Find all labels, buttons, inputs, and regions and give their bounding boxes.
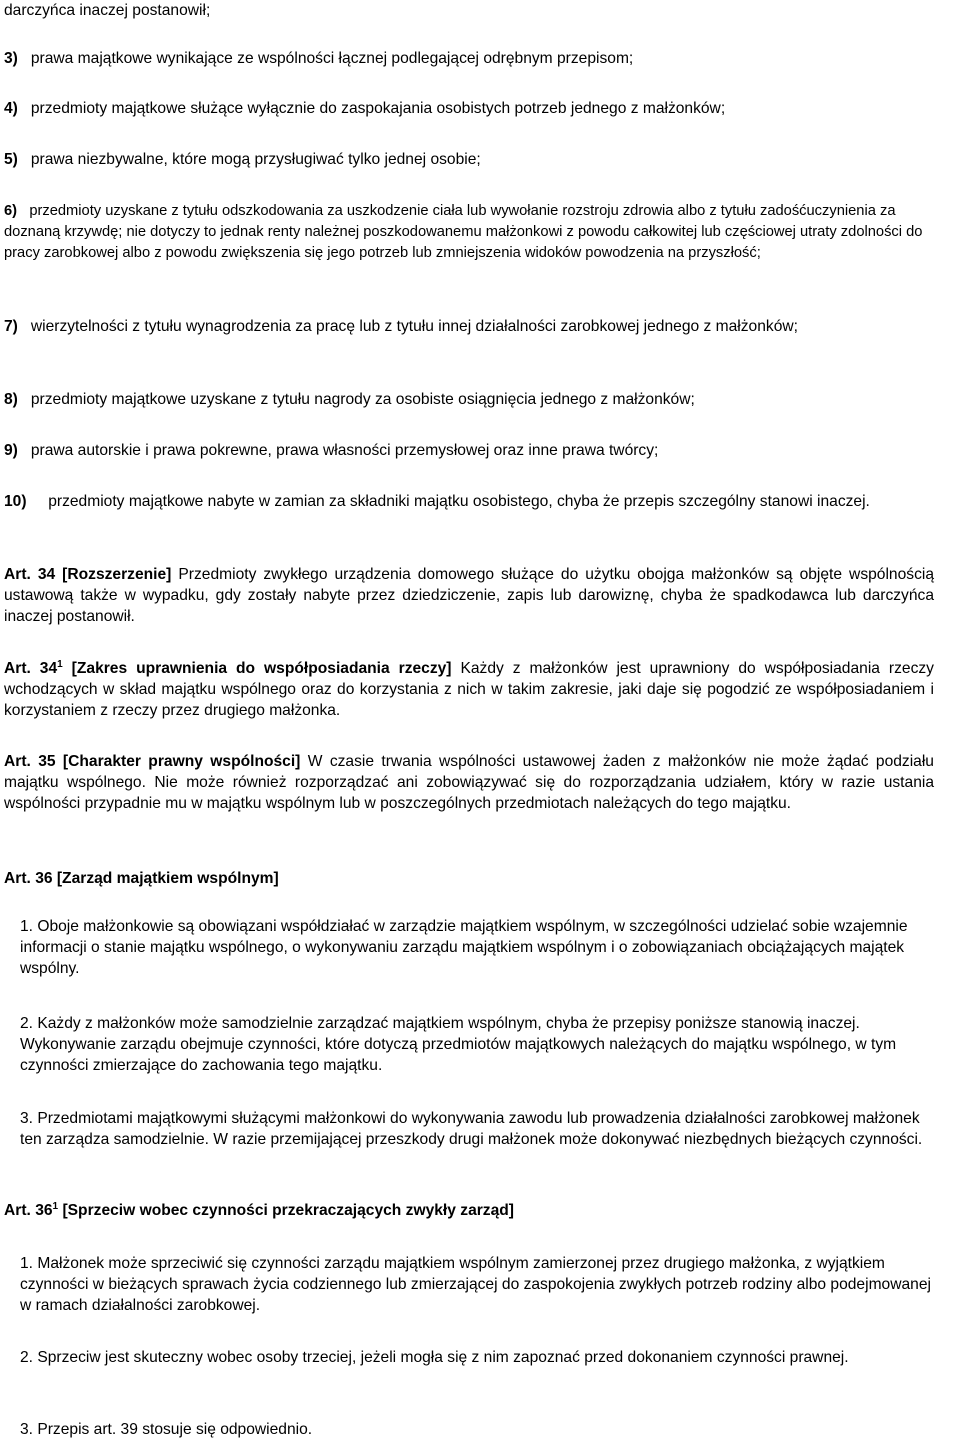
article-36-heading — [4, 868, 934, 889]
item-number: 10) — [4, 493, 27, 510]
item-number: 8) — [4, 391, 18, 408]
article-heading-title: [Zakres uprawnienia do współposiadania rzeczy] — [71, 660, 452, 677]
paragraph-text: 3. Przepis art. 39 stosuje się odpowiednio. — [20, 1421, 313, 1438]
paragraph-text: 2. Sprzeciw jest skuteczny wobec osoby trzeciej, jeżeli mogła się z nim zapoznać przed dokonaniem czynności prawnej. — [20, 1349, 849, 1366]
article-36-1-para-2 — [4, 1347, 934, 1368]
article-heading: Art. 36 — [4, 1202, 53, 1219]
item-text: prawa autorskie i prawa pokrewne, prawa własności przemysłowej oraz inne prawa twórcy; — [30, 442, 659, 459]
article-34 — [4, 564, 934, 627]
item-number: 4) — [4, 100, 18, 117]
article-34-1 — [4, 658, 934, 721]
paragraph-text: 3. Przedmiotami majątkowymi służącymi małżonkowi do wykonywania zawodu lub prowadzenia działalności zarobkowej małżonek ten zarządza samodzielnie. W razie przemijającej przeszkody drugi małżonek może dokonywać niezbędnych bieżących czynności. — [20, 1110, 923, 1148]
list-item-4 — [4, 98, 934, 119]
paragraph-text: 1. Oboje małżonkowie są obowiązani współdziałać w zarządzie majątkiem wspólnym, w szczególności udzielać sobie wzajemnie informacji o stanie majątku wspólnego, o wykonywaniu zarządu majątkiem wspólnym i o zobowiązaniach obciążających majątek wspólny. — [20, 918, 908, 977]
article-36-1-heading — [4, 1200, 934, 1221]
item-number: 5) — [4, 151, 18, 168]
item-number: 9) — [4, 442, 18, 459]
article-35 — [4, 751, 934, 814]
paragraph-text: 1. Małżonek może sprzeciwić się czynności zarządu majątkiem wspólnym zamierzonej przez drugiego małżonka, z wyjątkiem czynności w bieżących sprawach życia codziennego lub zmierzającej do zaspokojenia zwykłych potrzeb rodziny albo podejmowanej w ramach działalności zarobkowej. — [20, 1255, 931, 1314]
item-number: 6) — [4, 203, 18, 219]
list-item-3 — [4, 48, 934, 69]
continuation-line — [4, 0, 934, 21]
item-text: przedmioty majątkowe służące wyłącznie do zaspokajania osobistych potrzeb jednego z małżonków; — [30, 100, 726, 117]
article-superscript: 1 — [52, 1201, 59, 1212]
paragraph-text: 2. Każdy z małżonków może samodzielnie zarządzać majątkiem wspólnym, chyba że przepisy poniższe stanowią inaczej. Wykonywanie zarządu obejmuje czynności, które dotyczą przedmiotów majątkowych należących do majątku wspólnego, w tym czynności zmierzające do zachowania tego majątku. — [20, 1015, 897, 1074]
item-text: wierzytelności z tytułu wynagrodzenia za pracę lub z tytułu innej działalności zarobkowej jednego z małżonków; — [30, 318, 798, 335]
list-item-9 — [4, 440, 934, 461]
article-superscript: 1 — [57, 659, 63, 670]
list-item-10 — [4, 491, 934, 512]
item-text: przedmioty uzyskane z tytułu odszkodowania za uszkodzenie ciała lub wywołanie rozstroju zdrowia albo z tytułu zadośćuczynienia za doznaną krzywdę; nie dotyczy to jednak renty należnej poszkodowanemu małżonkowi z powodu całkowitej lub częściowej utraty zdolności do pracy zarobkowej albo z powodu zwiększenia się jego potrzeb lub zmniejszenia widoków powodzenia na przyszłość; — [4, 203, 923, 261]
article-text: Przedmioty zwykłego urządzenia domowego służące do użytku obojga małżonków są objęte wspólnością ustawową także w wypadku, gdy zostały nabyte przez dziedziczenie, zapis lub darowiznę, chyba że spadkodawca lub darczyńca inaczej postanowił. — [4, 566, 934, 625]
item-text: prawa majątkowe wynikające ze wspólności łącznej podlegającej odrębnym przepisom; — [30, 50, 634, 67]
article-heading: Art. 36 [Zarząd majątkiem wspólnym] — [4, 870, 279, 887]
continuation-text: darczyńca inaczej postanowił; — [4, 2, 211, 19]
article-36-1-para-1 — [4, 1253, 934, 1316]
article-36-para-2 — [4, 1013, 934, 1076]
article-36-para-1 — [4, 916, 934, 979]
article-text: Każdy z małżonków jest uprawniony do współposiadania rzeczy wchodzących w skład majątku wspólnego oraz do korzystania z nich w takim zakresie, jaki daje się pogodzić ze współposiadaniem i korzystaniem z rzeczy przez drugiego małżonka. — [4, 660, 934, 719]
article-heading: Art. 34 [Rozszerzenie] — [4, 566, 172, 583]
article-heading-title: [Sprzeciw wobec czynności przekraczających zwykły zarząd] — [62, 1202, 514, 1219]
item-number: 3) — [4, 50, 18, 67]
item-text: przedmioty majątkowe uzyskane z tytułu nagrody za osobiste osiągnięcia jednego z małżonków; — [30, 391, 695, 408]
article-heading: Art. 34 — [4, 660, 58, 677]
item-number: 7) — [4, 318, 18, 335]
article-36-para-3 — [4, 1108, 934, 1150]
list-item-8 — [4, 389, 934, 410]
list-item-6 — [4, 201, 934, 264]
article-text: W czasie trwania wspólności ustawowej żaden z małżonków nie może żądać podziału majątku wspólnego. Nie może również rozporządzać ani zobowiązywać się do rozporządzania udziałem, który w razie ustania wspólności przypadnie mu w majątku wspólnym lub w poszczególnych przedmiotach należących do tego majątku. — [4, 753, 934, 812]
article-36-1-para-3 — [4, 1419, 934, 1440]
list-item-7 — [4, 316, 934, 337]
article-heading: Art. 35 [Charakter prawny wspólności] — [4, 753, 301, 770]
item-text: przedmioty majątkowe nabyte w zamian za składniki majątku osobistego, chyba że przepis szczególny stanowi inaczej. — [48, 493, 870, 510]
item-text: prawa niezbywalne, które mogą przysługiwać tylko jednej osobie; — [30, 151, 481, 168]
list-item-5 — [4, 149, 934, 170]
